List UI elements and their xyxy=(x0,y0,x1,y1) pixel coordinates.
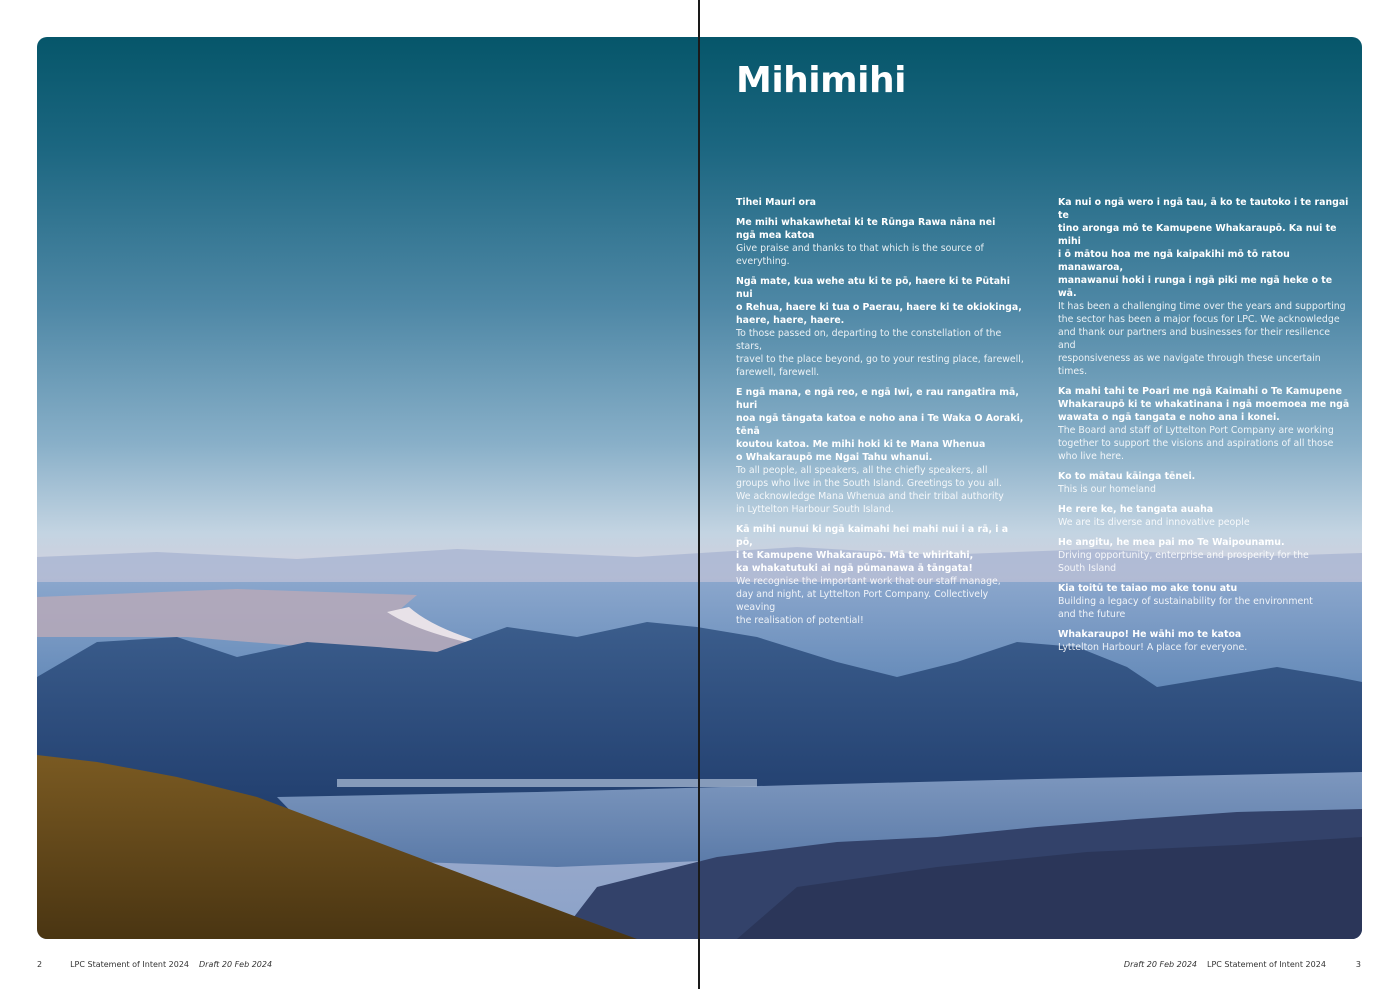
english-text: Building a legacy of sustainability for the environment and the future xyxy=(1058,596,1313,620)
draft-date: Draft 20 Feb 2024 xyxy=(1123,960,1197,969)
maori-text: Ka mahi tahi te Poari me ngā Kaimahi o Te Kamupene Whakaraupō ki te whakatinana i ngā moemoea me ngā wawata o ngā tangata e noho ana i konei. xyxy=(1058,386,1350,423)
page-number: 2 xyxy=(37,960,43,969)
page-heading: Mihimihi xyxy=(736,60,906,101)
stanza xyxy=(736,386,1028,516)
mihimihi-right-column xyxy=(1058,196,1350,661)
page-number: 3 xyxy=(1355,960,1361,969)
maori-text: E ngā mana, e ngā reo, e ngā Iwi, e rau rangatira mā, huri noa ngā tāngata katoa e noho ana i Te Waka O Aoraki, tēnā koutou katoa. Me mihi hoki ki te Mana Whenua o Whakaraupō me Ngai Tahu whanui. xyxy=(736,387,1024,463)
maori-text: Kā mihi nunui ki ngā kaimahi hei mahi nui i a rā, i a pō, i te Kamupene Whakaraupō. Mā te whiritahi, ka whakatutuki ai ngā pūmanawa ā tāngata! xyxy=(736,524,1009,574)
english-text: The Board and staff of Lyttelton Port Company are working together to support the visions and aspirations of all those who live here. xyxy=(1058,425,1334,462)
english-text: To those passed on, departing to the constellation of the stars, travel to the place beyond, go to your resting place, farewell, farewell, farewell. xyxy=(736,328,1024,378)
maori-text: He angitu, he mea pai mo Te Waipounamu. xyxy=(1058,537,1285,548)
maori-text: Ngā mate, kua wehe atu ki te pō, haere ki te Pūtahi nui o Rehua, haere ki tua o Paerau, haere ki te okiokinga, haere, haere, haere. xyxy=(736,276,1022,326)
stanza xyxy=(1058,385,1350,463)
stanza xyxy=(1058,470,1350,496)
english-text: We are its diverse and innovative people xyxy=(1058,517,1250,528)
maori-text: Whakaraupo! He wāhi mo te katoa xyxy=(1058,629,1242,640)
stanza xyxy=(1058,628,1350,654)
township xyxy=(337,779,757,787)
english-text: Give praise and thanks to that which is the source of everything. xyxy=(736,243,984,267)
maori-text: Me mihi whakawhetai ki te Rūnga Rawa nāna nei ngā mea katoa xyxy=(736,217,996,241)
stanza xyxy=(736,216,1028,268)
mihimihi-left-column xyxy=(736,196,1028,634)
maori-text: He rere ke, he tangata auaha xyxy=(1058,504,1214,515)
stanza xyxy=(736,523,1028,627)
english-text: Driving opportunity, enterprise and prosperity for the South Island xyxy=(1058,550,1309,574)
maori-text: Ko to mātau kāinga tēnei. xyxy=(1058,471,1196,482)
maori-text: Kia toitū te taiao mo ake tonu atu xyxy=(1058,583,1238,594)
stanza xyxy=(1058,503,1350,529)
english-text: It has been a challenging time over the years and supporting the sector has been a major focus for LPC. We acknowledge and thank our partners and businesses for their resilience and responsiveness as we navigate through these uncertain times. xyxy=(1058,301,1346,377)
draft-date: Draft 20 Feb 2024 xyxy=(199,960,273,969)
document-title: LPC Statement of Intent 2024 xyxy=(1207,960,1326,969)
stanza xyxy=(1058,536,1350,575)
maori-text: Tihei Mauri ora xyxy=(736,197,816,208)
stanza xyxy=(736,196,1028,209)
stanza xyxy=(736,275,1028,379)
document-title: LPC Statement of Intent 2024 xyxy=(70,960,189,969)
footer-left xyxy=(37,960,282,969)
english-text: Lyttelton Harbour! A place for everyone. xyxy=(1058,642,1248,653)
maori-text: Ka nui o ngā wero i ngā tau, ā ko te tautoko i te rangai te tino aronga mō te Kamupene Whakaraupō. Ka nui te mihi i ō mātou hoa me ngā kaipakihi mō tō ratou manawaroa, manawanui hoki i runga i ngā piki me ngā heke o te wā. xyxy=(1058,197,1349,299)
stanza xyxy=(1058,582,1350,621)
english-text: We recognise the important work that our staff manage, day and night, at Lyttelton Port Company. Collectively weaving the realisation of potential! xyxy=(736,576,1001,626)
english-text: To all people, all speakers, all the chiefly speakers, all groups who live in the South Island. Greetings to you all. We acknowledge Mana Whenua and their tribal authority in Lyttelton Harbour South Island. xyxy=(736,465,1004,515)
english-text: This is our homeland xyxy=(1058,484,1156,495)
stanza xyxy=(1058,196,1350,378)
footer-right xyxy=(1124,960,1361,969)
page-gutter-line xyxy=(698,0,700,989)
